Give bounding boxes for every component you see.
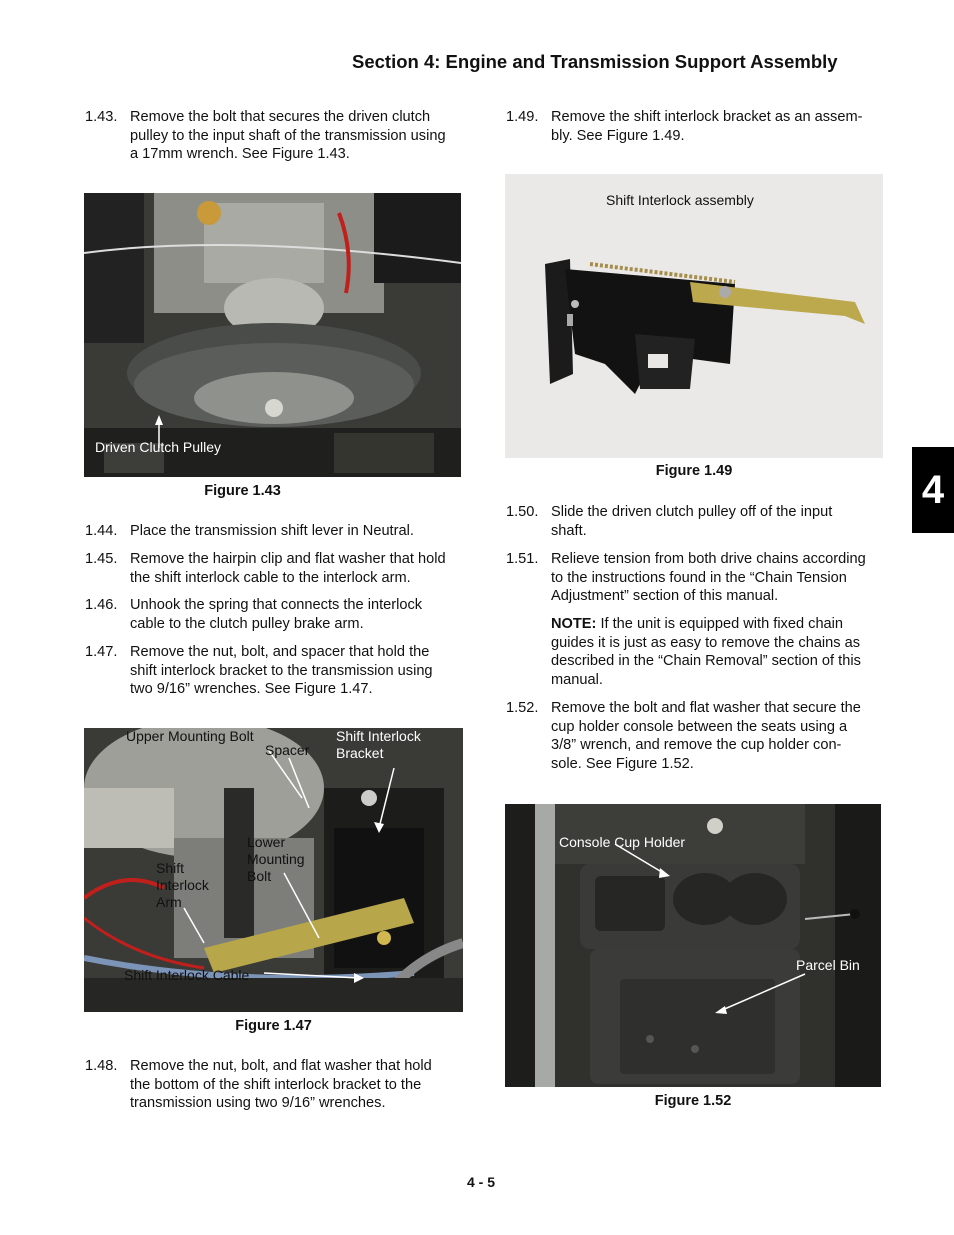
step-1-43 [85, 108, 485, 168]
label-line: Lower [247, 834, 286, 850]
step-line: shaft. [551, 522, 587, 539]
figure-1-43-photo [84, 193, 461, 477]
label-line: Bracket [336, 745, 384, 761]
interlock-assembly-illustration [505, 174, 883, 458]
step-line: Remove the nut, bolt, and spacer that hold the [130, 644, 430, 660]
step-1-52 [506, 699, 906, 779]
step-number: 1.46. [85, 597, 118, 613]
section-header: Section 4: Engine and Transmission Support Assembly [352, 51, 838, 72]
figure-1-43-caption: Figure 1.43 [204, 483, 281, 499]
step-line: Remove the hairpin clip and flat washer that hold [130, 551, 446, 567]
step-1-47 [85, 643, 485, 703]
step-line: Adjustment” section of this manual. [551, 588, 779, 605]
step-line: the shift interlock cable to the interlock arm. [130, 569, 411, 586]
figure-1-49-photo [505, 174, 883, 458]
step-number: 1.51. [506, 551, 539, 567]
label-shift-interlock-bracket [336, 728, 421, 762]
step-text [551, 699, 861, 774]
label-upper-mounting-bolt: Upper Mounting Bolt [126, 728, 254, 744]
step-line: two 9/16” wrenches. See Figure 1.47. [130, 681, 373, 698]
step-text [551, 108, 862, 145]
section-tab-label: 4 [921, 468, 945, 512]
step-text [130, 1057, 432, 1113]
step-1-51-note [551, 615, 891, 695]
step-line: shift interlock bracket to the transmission using [130, 662, 433, 679]
page-number: 4 - 5 [467, 1174, 496, 1190]
step-text [130, 596, 422, 633]
label-line: Interlock [156, 877, 209, 893]
note-label: NOTE: [551, 616, 597, 632]
step-text [130, 108, 446, 164]
note-text: If the unit is equipped with fixed chain [596, 616, 844, 632]
step-1-51 [506, 550, 906, 610]
label-line: Arm [156, 894, 182, 910]
section-tab [912, 447, 954, 533]
step-1-49 [506, 108, 906, 148]
step-number: 1.43. [85, 109, 118, 125]
step-line: 3/8” wrench, and remove the cup holder con- [551, 737, 842, 754]
step-line: the bottom of the shift interlock bracket to the [130, 1076, 422, 1093]
label-line: Shift Interlock [336, 728, 421, 744]
step-1-46 [85, 596, 485, 636]
step-line: pulley to the input shaft of the transmission using [130, 127, 446, 144]
step-text [551, 503, 832, 540]
step-number: 1.45. [85, 551, 118, 567]
step-line: a 17mm wrench. See Figure 1.43. [130, 146, 350, 163]
figure-1-47-caption: Figure 1.47 [235, 1018, 312, 1034]
step-line: Slide the driven clutch pulley off of the input [551, 504, 833, 520]
step-number: 1.44. [85, 523, 118, 539]
step-line: Relieve tension from both drive chains according [551, 551, 866, 567]
step-number: 1.48. [85, 1058, 118, 1074]
label-line: Bolt [247, 868, 272, 884]
figure-1-52-photo [505, 804, 881, 1087]
step-line: transmission using two 9/16” wrenches. [130, 1095, 386, 1112]
label-spacer: Spacer [265, 742, 310, 758]
step-1-45 [85, 550, 485, 590]
label-parcel-bin: Parcel Bin [796, 957, 860, 973]
step-line: Remove the shift interlock bracket as an assem- [551, 109, 863, 125]
step-line: Remove the nut, bolt, and flat washer that hold [130, 1058, 432, 1074]
label-shift-interlock-assembly: Shift Interlock assembly [606, 192, 754, 208]
step-text [551, 550, 866, 606]
label-driven-clutch-pulley: Driven Clutch Pulley [95, 439, 222, 455]
step-number: 1.47. [85, 644, 118, 660]
step-number: 1.49. [506, 109, 539, 125]
step-line: cable to the clutch pulley brake arm. [130, 615, 364, 632]
label-line: Shift [156, 860, 185, 876]
step-line: bly. See Figure 1.49. [551, 127, 685, 144]
step-text [130, 522, 414, 541]
step-text [130, 550, 446, 587]
note-line: guides it is just as easy to remove the chains as [551, 634, 861, 651]
step-line: sole. See Figure 1.52. [551, 756, 694, 773]
step-number: 1.50. [506, 504, 539, 520]
note-line: described in the “Chain Removal” section of this [551, 653, 861, 670]
step-line: to the instructions found in the “Chain Tension [551, 569, 847, 586]
figure-1-52-caption: Figure 1.52 [654, 1093, 732, 1109]
step-line: Place the transmission shift lever in Neutral. [130, 523, 414, 539]
step-1-44 [85, 522, 485, 542]
step-line: Unhook the spring that connects the interlock [130, 597, 423, 613]
label-lower-mounting-bolt [247, 834, 305, 885]
step-1-48 [85, 1057, 485, 1117]
label-shift-interlock-arm [156, 860, 209, 911]
step-line: cup holder console between the seats using a [551, 718, 848, 735]
label-line: Mounting [247, 851, 305, 867]
figure-1-47-photo [84, 728, 463, 1012]
clutch-pulley-illustration [84, 193, 461, 477]
step-line: Remove the bolt and flat washer that secure the [551, 700, 861, 716]
step-line: Remove the bolt that secures the driven clutch [130, 109, 431, 125]
note-line [551, 615, 891, 634]
label-console-cup-holder: Console Cup Holder [559, 834, 686, 850]
step-text [130, 643, 433, 699]
note-line: manual. [551, 672, 603, 689]
step-number: 1.52. [506, 700, 539, 716]
label-shift-interlock-cable: Shift Interlock Cable [124, 967, 250, 983]
figure-1-49-caption: Figure 1.49 [655, 463, 733, 479]
step-1-50 [506, 503, 906, 543]
